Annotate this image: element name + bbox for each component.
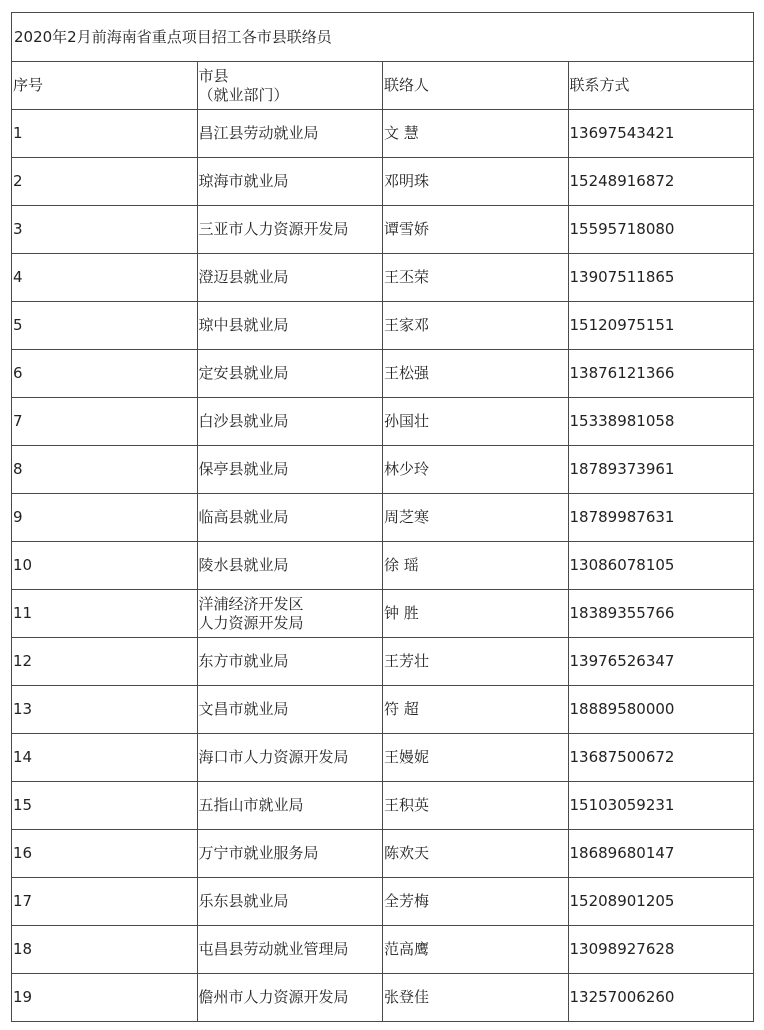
row-county [197,398,383,446]
row-number: 12 [12,638,198,686]
row-county [197,206,383,254]
row-county [197,734,383,782]
row-contact-person: 邓明珠 [383,158,569,206]
table-row [12,350,754,398]
row-county [197,494,383,542]
header-row [12,62,754,110]
row-number: 14 [12,734,198,782]
table-row [12,734,754,782]
row-county-line: 海口市人力资源开发局 [198,748,349,766]
row-number: 15 [12,782,198,830]
row-number: 19 [12,974,198,1022]
row-contact-person: 王积英 [383,782,569,830]
row-number: 7 [12,398,198,446]
row-county [197,974,383,1022]
row-phone: 15120975151 [568,302,754,350]
row-number: 10 [12,542,198,590]
row-contact-person: 王丕荣 [383,254,569,302]
row-number: 9 [12,494,198,542]
row-contact-person: 范高鹰 [383,926,569,974]
table-row [12,302,754,350]
row-contact-person: 徐 瑶 [383,542,569,590]
row-county-line: 文昌市就业局 [198,700,289,718]
row-county [197,830,383,878]
table-row [12,110,754,158]
table-row [12,158,754,206]
row-contact-person: 王家邓 [383,302,569,350]
row-number: 6 [12,350,198,398]
row-contact-person: 文 慧 [383,110,569,158]
row-county [197,446,383,494]
title-row [12,13,754,62]
table-body [12,13,754,1022]
row-county-line: 五指山市就业局 [198,796,304,814]
row-contact-person: 全芳梅 [383,878,569,926]
table-row [12,542,754,590]
row-county-line: 定安县就业局 [198,364,289,382]
row-county [197,158,383,206]
row-county [197,350,383,398]
row-number: 4 [12,254,198,302]
header-phone: 联系方式 [568,62,754,110]
row-number: 1 [12,110,198,158]
row-county [197,782,383,830]
row-number: 18 [12,926,198,974]
row-number: 3 [12,206,198,254]
row-county-line: 儋州市人力资源开发局 [198,988,349,1006]
table-row [12,974,754,1022]
table-row [12,206,754,254]
row-number: 13 [12,686,198,734]
row-phone: 13697543421 [568,110,754,158]
row-phone: 13876121366 [568,350,754,398]
row-number: 8 [12,446,198,494]
row-phone: 15595718080 [568,206,754,254]
row-county [197,254,383,302]
row-county-line: 保亭县就业局 [198,460,289,478]
row-contact-person: 王芳壮 [383,638,569,686]
row-phone: 13907511865 [568,254,754,302]
row-phone: 18889580000 [568,686,754,734]
row-county-line: 琼中县就业局 [198,316,289,334]
row-county [197,926,383,974]
row-contact-person: 孙国壮 [383,398,569,446]
row-number: 5 [12,302,198,350]
row-contact-person: 林少玲 [383,446,569,494]
table-row [12,878,754,926]
table-row [12,446,754,494]
row-county [197,878,383,926]
table-row [12,590,754,638]
row-county-line: 琼海市就业局 [198,172,289,190]
row-contact-person: 钟 胜 [383,590,569,638]
header-county [197,62,383,110]
header-person: 联络人 [383,62,569,110]
row-county [197,638,383,686]
row-phone: 13976526347 [568,638,754,686]
table-row [12,638,754,686]
table-row [12,254,754,302]
row-contact-person: 王松强 [383,350,569,398]
row-contact-person: 周芝寒 [383,494,569,542]
row-phone: 13086078105 [568,542,754,590]
row-contact-person: 陈欢天 [383,830,569,878]
row-number: 17 [12,878,198,926]
row-county-line: 人力资源开发局 [198,613,304,632]
row-county-line: 澄迈县就业局 [198,268,289,286]
row-phone: 18789987631 [568,494,754,542]
row-phone: 13687500672 [568,734,754,782]
row-contact-person: 张登佳 [383,974,569,1022]
row-county [197,686,383,734]
row-county [197,110,383,158]
row-county-line: 洋浦经济开发区 [198,594,304,613]
row-phone: 15103059231 [568,782,754,830]
row-county [197,590,383,638]
table-title: 2020年2月前海南省重点项目招工各市县联络员 [12,13,754,62]
row-county-line: 白沙县就业局 [198,412,289,430]
table-row [12,830,754,878]
row-county-line: 东方市就业局 [198,652,289,670]
row-phone: 15208901205 [568,878,754,926]
row-county-line: 临高县就业局 [198,508,289,526]
header-num: 序号 [12,62,198,110]
row-phone: 18689680147 [568,830,754,878]
row-county-line: 屯昌县劳动就业管理局 [198,940,349,958]
row-county-line: 乐东县就业局 [198,892,289,910]
row-contact-person: 王嫚妮 [383,734,569,782]
row-county-line: 三亚市人力资源开发局 [198,220,349,238]
row-phone: 13098927628 [568,926,754,974]
row-phone: 18389355766 [568,590,754,638]
row-phone: 15338981058 [568,398,754,446]
row-county-line: 陵水县就业局 [198,556,289,574]
row-number: 11 [12,590,198,638]
row-phone: 15248916872 [568,158,754,206]
row-county-line: 万宁市就业服务局 [198,844,319,862]
table-row [12,686,754,734]
row-county-line: 昌江县劳动就业局 [198,124,319,142]
row-phone: 18789373961 [568,446,754,494]
contacts-table [11,12,754,1022]
header-county-line2: （就业部门） [198,85,289,104]
row-contact-person: 符 超 [383,686,569,734]
row-county [197,542,383,590]
table-row [12,926,754,974]
row-contact-person: 谭雪娇 [383,206,569,254]
table-row [12,494,754,542]
row-county [197,302,383,350]
row-number: 2 [12,158,198,206]
row-number: 16 [12,830,198,878]
table-row [12,782,754,830]
row-phone: 13257006260 [568,974,754,1022]
table-row [12,398,754,446]
header-county-line1: 市县 [198,66,229,85]
